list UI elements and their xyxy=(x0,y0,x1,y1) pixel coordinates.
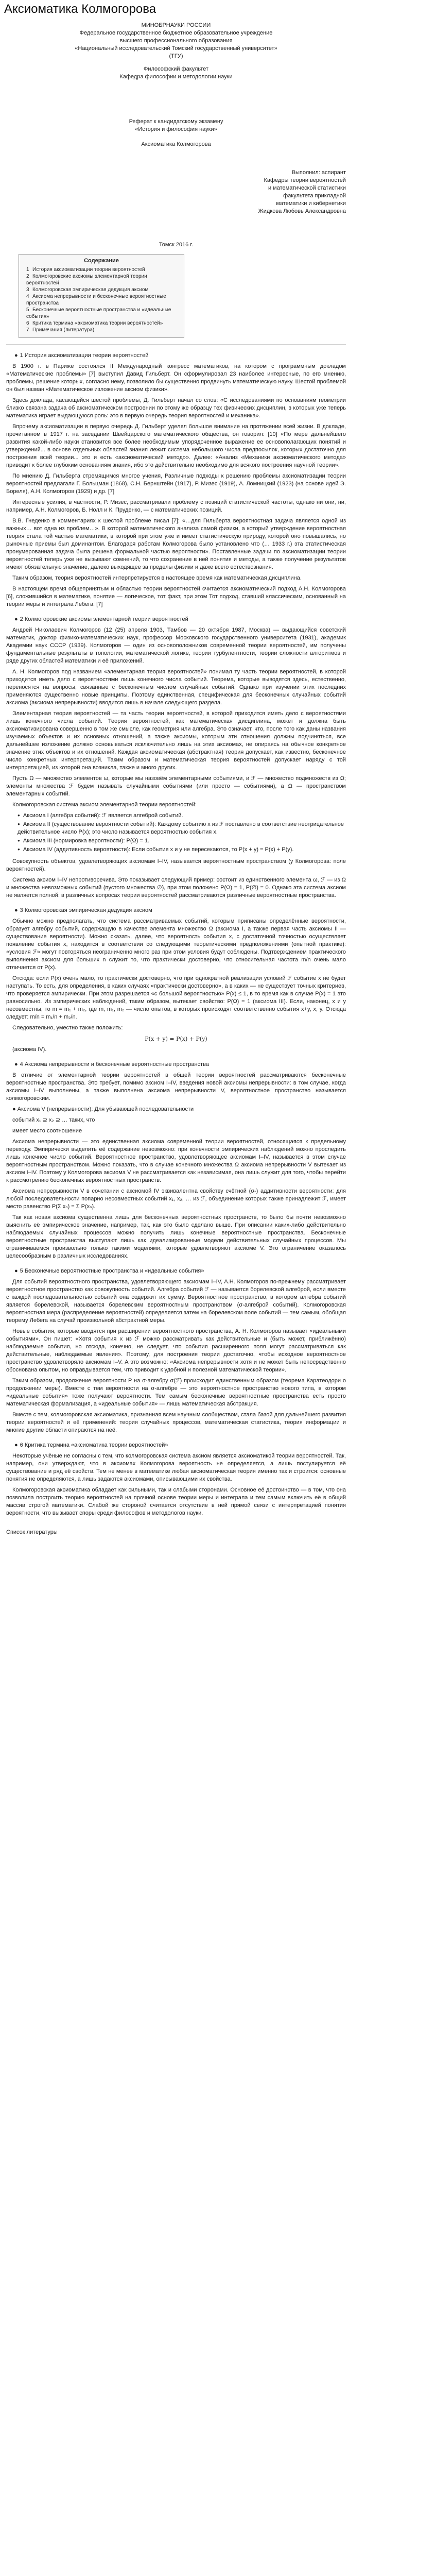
paragraph: Пусть Ω — множество элементов ω, которые мы назовём элементарными событиями, и ℱ — множество подмножеств из Ω; элементы множества ℱ будем называть случайными событиями (или просто — событиями), а Ω — пространством элементарных событий. xyxy=(6,775,346,797)
paragraph: Для событий вероятностного пространства, удовлетворяющего аксиомам I–IV, A.Н. Колмогоров по-прежнему рассматривает вероятностное пространство как совокупность событий. Алгебра событий ℱ — называется борелевской алгеброй, если вместе с каждой последовательностью событий она содержит их сумму. Вероятностное пространство, в котором алгебра событий является борелевской, называется борелевским вероятностным пространством (σ-алгеброй событий). Колмогоровская вероятностная мера (распределение вероятностей) определяется затем на борелевском поле событий — тем самым, обобщая теорему Лебега на случай произвольной абстрактной меры. xyxy=(6,1279,346,1324)
author-line: Кафедры теории вероятностей xyxy=(264,177,346,183)
section xyxy=(6,352,346,608)
toc-item-number: 6 xyxy=(26,320,29,326)
institution-line: высшего профессионального образования xyxy=(119,38,233,44)
paragraph: Новые события, которые вводятся при расширении вероятностного пространства, A. Н. Колмогоров называет «идеальными событиями». Он пишет: «Хотя события x из ℱ можно рассматривать как действительные и (быть может, приближённо) наблюдаемые события, но отсюда, конечно, не следует, что события расширенного поля могут рассматриваться как действительные, наблюдаемые явления». Поэтому, для построения теории достаточно, чтобы исходное вероятностное пространство удовлетворяло аксиомам I–V. А это возможно: «Аксиома непрерывности хотя и не может быть непосредственно обоснована опытом, но оправдывается тем, что приводит к удобной и полезной математической теории». xyxy=(6,1328,346,1373)
section-heading xyxy=(14,1442,346,1449)
toc-item-label: Колмогоровские аксиомы элементарной теории вероятностей xyxy=(26,274,147,286)
title-block xyxy=(6,22,346,81)
toc-item-label: Примечания (литература) xyxy=(32,327,95,333)
toc-item-number: 4 xyxy=(26,294,29,299)
paragraph: событий x₁ ⊇ x₂ ⊇ … таких, что xyxy=(12,1117,95,1123)
axiom-item: ● Аксиома IV (аддитивность вероятности): Если события x и y не пересекаются, то P(x + y) = P(x) + P(y). xyxy=(18,846,346,854)
institution-line: (ТГУ) xyxy=(169,53,183,59)
bullet-icon: ● xyxy=(14,907,18,913)
course-name: «История и философия науки» xyxy=(135,126,217,132)
department-label: Кафедра философии и методологии науки xyxy=(119,74,233,80)
paragraph: По мнению Д. Гильберта стремящимся многое учения, Различные подходы к решению проблемы аксиоматизации теории вероятностей предлагали Г. Больцман (1868), С.Н. Бернштейн (1917), Р. Мизес (1919), А. Ломницкий (1923) (на основе идей Э. Бореля), А.Н. Колмогоров (1929) и др. [7] xyxy=(6,473,346,495)
paragraph: Впрочему аксиоматизации в первую очередь Д. Гильберт уделял большое внимание на протяжении всей жизни. В докладе, прочитанном в 1917 г. на заседании Швейцарского математического общества, он говорил: [10] «По мере дальнейшего развития какой-либо науки становится все более необходимым упорядоченное выражение ее основополагающих понятий и утверждений... в основе отдельных областей знания лежит система небольшого числа предпосылок, которых достаточно для построения всей теории... это и есть «аксиоматический метод»». Далее: «Анализ «Механики аксиоматического метода» приводит к более глубоким основаниям знания, ибо это действительно необходимо для всякого построения научной теории». xyxy=(6,423,346,468)
institution-line: Федеральное государственное бюджетное образовательное учреждение xyxy=(79,30,273,36)
toc-item-number: 2 xyxy=(26,274,29,279)
paragraph: Следовательно, уместно также положить: xyxy=(12,1025,123,1031)
section-heading xyxy=(14,1267,346,1275)
section xyxy=(6,1267,346,1434)
formula: P(x + y) = P(x) + P(y) xyxy=(145,1036,207,1042)
toc-item[interactable] xyxy=(24,293,179,307)
paragraph: имеет место соотношение xyxy=(12,1128,82,1134)
toc-item[interactable] xyxy=(24,286,179,293)
author-line: Выполнил: аспирант xyxy=(291,170,346,176)
paragraph: Вместе с тем, колмогоровская аксиоматика, признанная всем научным сообществом, стала базой для дальнейшего развития теории вероятностей и её применений: теория случайных процессов, математическая статистика, теория информации и многие другие области опираются на неё. xyxy=(6,1412,346,1433)
city-year: Томск 2016 г. xyxy=(159,242,194,248)
document xyxy=(6,22,346,1536)
toc-item-label: Аксиома непрерывности и бесконечные вероятностные пространства xyxy=(26,294,166,306)
page-title: Аксиоматика Колмогорова xyxy=(4,2,156,16)
toc-item-label: Бесконечные вероятностные пространства и «идеальные события» xyxy=(26,307,171,319)
section-heading-text: 6 Критика термина «аксиоматика теории вероятностей» xyxy=(20,1442,168,1448)
axiom-item: ● Аксиома I (алгебра событий): ℱ является алгеброй событий. xyxy=(18,812,346,820)
paragraph: Элементарная теория вероятностей — та часть теории вероятностей, в которой приходится иметь дело с вероятностями лишь конечного числа событий. Теория вероятностей, как математическая дисциплина, может и должна быть аксиоматизирована совершенно в том же смысле, как геометрия или алгебра. Это означает, что, после того как даны названия изучаемых объектов и их основных отношений, а также аксиомы, которым эти отношения должны подчиняться, все дальнейшее изложение должно основываться исключительно лишь на этих аксиомах, не опираясь на обычное конкретное значение этих объектов и их отношений. Каждая аксиоматическая (абстрактная) теория допускает, как известно, бесконечное число конкретных интерпретаций. Таким образом и математическая теория вероятностей допускает наряду с той интерпретацией, из которой она возникла, также и много других. xyxy=(6,710,346,771)
section-heading xyxy=(14,1061,346,1069)
toc-item[interactable] xyxy=(24,327,179,333)
section-heading-text: 2 Колмогоровские аксиомы элементарной теории вероятностей xyxy=(20,616,188,622)
toc-item[interactable] xyxy=(24,266,179,273)
toc-item[interactable] xyxy=(24,307,179,320)
paragraph: (аксиома IV). xyxy=(12,1046,47,1053)
section-heading-text: 4 Аксиома непрерывности и бесконечные вероятностные пространства xyxy=(20,1061,209,1067)
toc-item-number: 3 xyxy=(26,287,29,293)
author-line: Жидкова Любовь Александровна xyxy=(258,208,346,214)
divider xyxy=(6,344,346,345)
author-line: и математической статистики xyxy=(268,185,346,191)
axiom-list xyxy=(6,812,346,854)
bullet-icon: ● xyxy=(14,1442,18,1448)
section-heading xyxy=(14,352,346,360)
section-heading xyxy=(14,907,346,914)
institution-line: «Национальный исследовательский Томский государственный университет» xyxy=(75,45,277,52)
bullet-icon: ● xyxy=(14,352,18,359)
section-heading-text: 1 История аксиоматизации теории вероятностей xyxy=(20,352,149,359)
work-type: Реферат к кандидатскому экзамену xyxy=(129,118,223,125)
toc-item-label: Колмогоровская эмпирическая дедукция аксиом xyxy=(32,287,149,293)
toc-item-number: 1 xyxy=(26,267,29,273)
section-heading xyxy=(14,616,346,623)
paragraph: Система аксиом I–IV непротиворечива. Это показывает следующий пример: состоит из единственного элемента ω, ℱ — из Ω и множества невозможных событий (пустого множества ∅), при этом положено P(Ω) = 1, P(∅) = 0. Однако эта система аксиом не является полной: в различных вопросах теории вероятностей рассматриваются различные вероятностные пространства. xyxy=(6,877,346,899)
paragraph: Андрей Николаевич Колмогоров (12 (25) апреля 1903, Тамбов — 20 октября 1987, Москва) — выдающийся советский математик, доктор физико-математических наук, профессор Московского государственного университета (1931), академик Академии наук СССР (1939). Колмогоров — один из основоположников современной теории вероятностей, им получены фундаментальные результаты в топологии, математической логике, теории турбулентности, теории сложности алгоритмов и ряде других областей математики и её приложений. xyxy=(6,627,346,664)
references-title: Список литературы xyxy=(6,1529,58,1535)
paragraph: Колмогоровская аксиоматика обладает как сильными, так и слабыми сторонами. Основное её достоинство — в том, что она позволила построить теорию вероятностей на прочной основе теории меры и интеграла и тем самым включить её в общий массив строгой математики. Слабой же стороной считается отсутствие в ней прямой связи с интерпретацией понятия вероятности, что вызывает споры среди философов и методологов науки. xyxy=(6,1487,346,1516)
paragraph: В 1900 г. в Париже состоялся II Международный конгресс математиков, на котором с программным докладом «Математические проблемы» [7] выступил Давид Гильберт. Он сформулировал 23 наиболее интересные, по его мнению, проблемы, решение которых, согласно нему, позволило бы существенно продвинуть математическую науку. Шестой проблемой он был назван «Математическое изложение аксиом физики». xyxy=(6,363,346,393)
author-line: математики и кибернетики xyxy=(276,200,346,207)
work-meta xyxy=(6,118,346,148)
bullet-icon: ● xyxy=(14,1268,18,1274)
bullet-icon: ● xyxy=(14,616,18,622)
paragraph: Аксиома непрерывности V в сочетании с аксиомой IV эквивалентна свойству счётной (σ-) аддитивности вероятности: для любой последовательности попарно несовместных событий x₁, x₂, … из ℱ, объединение которых также принадлежит ℱ, имеет место равенство P(Σ xₙ) = Σ P(xₙ). xyxy=(6,1188,346,1210)
axiom-item: ● Аксиома II (существование вероятности событий): Каждому событию x из ℱ поставлено в соответствие неотрицательное действительное число P(x); это число называется вероятностью события x. xyxy=(18,821,346,836)
paragraph: Здесь доклада, касающейся шестой проблемы, Д. Гильберт начал со слов: «С исследованиями по основаниям геометрии близко связана задача об аксиоматическом построении по этому же образцу тех физических дисциплин, в которых уже теперь математика играет выдающуюся роль: это в первую очередь теория вероятностей и механика». xyxy=(6,397,346,419)
author-block xyxy=(212,169,346,215)
faculty-label: Философский факультет xyxy=(144,66,208,72)
work-topic: Аксиоматика Колмогорова xyxy=(141,141,211,147)
toc-item[interactable] xyxy=(24,273,179,286)
section xyxy=(6,1061,346,1260)
paragraph: В отличие от элементарной теории вероятностей в общей теории вероятностей рассматриваются бесконечные вероятностные пространства. Это требует, помимо аксиом I–IV, введения новой аксиомы непрерывности: в том случае, когда аксиомы I–IV выполнены, а также выполнена аксиома непрерывности V, вероятностное пространство называется колмогоровским. xyxy=(6,1072,346,1101)
toc-item-number: 5 xyxy=(26,307,29,313)
bullet-icon: ● xyxy=(14,1061,18,1067)
sections xyxy=(6,352,346,1517)
axiom-item: ● Аксиома III (нормировка вероятности): P(Ω) = 1. xyxy=(18,837,346,845)
paragraph: Таким образом, продолжение вероятности P на σ-алгебру σ(ℱ) происходит единственным образом (теорема Каратеодори о продолжении меры). Вместе с тем вероятности на σ-алгебре — это вероятностное пространство нового типа, в котором «идеальные события» тоже получают вероятности. Тем самым бесконечные вероятностные пространства есть просто математическая формализация, а «идеальные события» — лишь математическая абстракция. xyxy=(6,1378,346,1407)
section xyxy=(6,907,346,1054)
paragraph: В.В. Гнеденко в комментариях к шестой проблеме писал [7]: «…для Гильберта вероятностная задача является одной из важных… вот одна из проблем…». В которой математического анализа самой физики, а который утверждение вероятностная теория стала той частью математики, в которой при этом уже и имеет статистическую природу, которой оно повышались, но рыночные приемы был доминантом. Благодаря работам Колмогорова было установлено что (… 1933 г.) эта статистическая пронумерованная задача была решена формальной частью вероятности». Поставленные задачи по аксиоматизации теории вероятностей теперь уже не вызывают сомнений, то что сохранение в ней понятия и методы, а также получение результатов имеют обязательную значение, далеко выходящее за пределы физики и даже всего естествознания. xyxy=(6,518,346,570)
section-heading-text: 5 Бесконечные вероятностные пространства и «идеальные события» xyxy=(20,1268,204,1274)
paragraph: Колмогоровская система аксиом элементарной теории вероятностей: xyxy=(12,802,197,808)
paragraph: Отсюда: если P(x) очень мало, то практически достоверно, что при однократной реализации условий ℱ событие x не будет наступать. То есть, для определения, в каких случаях «практически достоверно», а в каких — не существует точных критериев, что проверяется эмпирически. При этом разрешается «с большой вероятностью» P(x) ≤ 1, в то время как в случае P(x) = 1 это равносильно. Из эмпирических наблюдений, таким образом, вытекает свойство: P(Ω) = 1 (аксиома III). Если, наконец, x и y несовместны, то m = m₁ + m₂, где m, m₁, m₂ — число опытов, в которых происходят соответственно события x+y, x, y. Отсюда следует: m/n = m₁/n + m₂/n. xyxy=(6,975,346,1020)
ministry-label: МИНОБРНАУКИ РОССИИ xyxy=(141,22,211,28)
toc-title: Содержание xyxy=(84,258,119,264)
table-of-contents xyxy=(19,254,184,338)
toc-item-label: История аксиоматизации теории вероятностей xyxy=(32,267,145,273)
toc-item[interactable] xyxy=(24,320,179,327)
toc-item-number: 7 xyxy=(26,327,29,333)
paragraph: А. Н. Колмогоров под названием «элементарная теория вероятностей» понимал ту часть теории вероятностей, в которой приходится иметь дело с вероятностями лишь конечного числа событий. Теорема, которые выводятся здесь, естественно, переносятся на вопросы, связанные с бесконечным числом случайных событий. Однако при изучении этих последних применяются существенно новые принципы. Поэтому единственная, специфическая для бесконечных случайных событий аксиома (аксиома непрерывности) вводится лишь в начале следующего раздела. xyxy=(6,669,346,706)
section-heading-text: 3 Колмогоровская эмпирическая дедукция аксиом xyxy=(20,907,152,913)
paragraph: Интересные усилия, в частности, Р. Мизес, рассматривали проблему с позиций статистической частоты, однако ни они, ни, например, А.Н. Колмогоров, Б. Нолл и К. Пруденко, — с математических позиций. xyxy=(6,499,346,513)
paragraph: Совокупность объектов, удовлетворяющих аксиомам I–IV, называется вероятностным пространством (у Колмогорова: поле вероятностей). xyxy=(6,858,346,872)
author-line: факультета прикладной xyxy=(283,193,346,199)
section xyxy=(6,616,346,900)
paragraph: Аксиома непрерывности — это единственная аксиома современной теории вероятностей, относящаяся к предельному переходу. Эмпирически выделить её содержание невозможно: при конечности эмпирических наблюдений можно проследить лишь конечное число событий. Вероятностное пространство, удовлетворяющее аксиомам I–IV, называется в этом случае вероятностным пространством. Можно показать, что в случае конечного множества Ω аксиома непрерывности V вытекает из аксиом I–IV. Поэтому у Колмогорова аксиома V не рассматривается как независимая, она лишь служит для того, чтобы перейти к рассмотрению бесконечных вероятностных пространств. xyxy=(6,1139,346,1183)
paragraph: Так как новая аксиома существенна лишь для бесконечных вероятностных пространств, то было бы почти невозможно выяснить её эмпирическое значение, например, так, как это было сделано выше. При описании каких-либо действительно наблюдаемых случайных процессов можно получить лишь конечные вероятностные пространства. Бесконечные вероятностные пространства выступают лишь как идеализированные модели действительных случайных процессов. Мы ограничиваемся произвольно только такими моделями, которые удовлетворяют аксиоме V. Это ограничение оказалось целесообразным в различных исследованиях. xyxy=(6,1214,346,1259)
paragraph: Некоторые учёные не согласны с тем, что колмогоровская система аксиом является аксиоматикой теории вероятностей. Так, например, они утверждают, что в аксиомах Колмогорова вероятность не определяется, а лишь постулируется её существование и ряд её свойств. Тем не менее в математике любая аксиоматическая теория именно так и строится: основные понятия не определяются, а лишь задаются аксиомами, описывающими их свойства. xyxy=(6,1453,346,1482)
toc-item-label: Критика термина «аксиоматика теории вероятностей» xyxy=(32,320,163,326)
paragraph: В настоящем время общепринятым и областью теории вероятностей считается аксиоматический подход А.Н. Колмогорова [6], сложившийся в математике, понятие — логическое, тот факт, при этом Тот подход, ставший классическим, основанный на теории меры и интеграла Лебега. [7] xyxy=(6,586,346,607)
paragraph: ● Аксиома V (непрерывности): Для убывающей последовательности xyxy=(12,1106,194,1112)
paragraph: Обычно можно предполагать, что система рассматриваемых событий, которым приписаны определённые вероятности, образует алгебру событий, содержащую в качестве элемента множество Ω (аксиома I, а также первая часть аксиомы II — существование вероятности). Можно сказать, далее, что вероятность события x, с достаточной точностью осуществляет появление события x, находится в соответствии со следующими теоретическими предположениями (опытной практике): «условия ℱ» могут повторяться неограниченно много раз при этом условия будут соблюдены. Подтверждением практического выполнения аксиом для больших n служит то, что практически достоверно, что относительная частота m/n очень мало отличается от P(x). xyxy=(6,918,346,971)
section xyxy=(6,1442,346,1517)
paragraph: Таким образом, теория вероятностей интерпретируется в настоящее время как математическая дисциплина. xyxy=(12,575,302,581)
